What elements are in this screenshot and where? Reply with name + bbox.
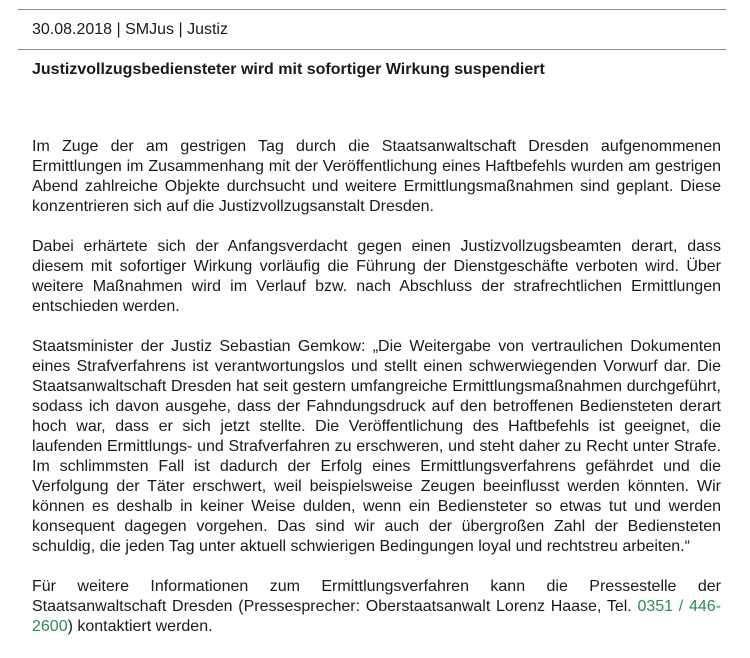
paragraph-2: Dabei erhärtete sich der Anfangsverdacht gegen einen Justizvollzugsbeamten derart, dass diesem mit sofortiger Wirkung vorläufig die Führung der Dienstgeschäfte verboten wird. Über weitere Maßnahmen wird im Verlauf bzw. nach Abschluss der strafrechtlichen Ermittlungen entschieden werden. xyxy=(32,238,721,315)
top-divider xyxy=(18,9,726,10)
source-label: SMJus xyxy=(125,21,175,38)
meta-separator: | xyxy=(174,21,188,38)
contact-paragraph xyxy=(32,577,721,637)
category-label: Justiz xyxy=(187,21,228,38)
article-body xyxy=(32,137,721,637)
phone-link[interactable]: 0351 / 446-2600 xyxy=(32,598,721,635)
meta-separator: | xyxy=(112,21,126,38)
meta-divider xyxy=(18,49,726,50)
article-headline: Justizvollzugsbediensteter wird mit sofortiger Wirkung suspendiert xyxy=(32,61,545,78)
contact-text-before: Für weitere Informationen zum Ermittlungsverfahren kann die Pressestelle der Staatsanwaltschaft Dresden (Pressesprecher: Oberstaatsanwalt Lorenz Haase, Tel. xyxy=(32,578,721,615)
publish-date: 30.08.2018 xyxy=(32,21,113,38)
paragraph-3-quote: Staatsminister der Justiz Sebastian Gemkow: „Die Weitergabe von vertraulichen Dokumenten eines Strafverfahrens ist verantwortungslos und stellt einen schwerwiegenden Vorwurf dar. Die Staatsanwaltschaft Dresden hat seit gestern umfangreiche Ermittlungsmaßnahmen durchgeführt, sodass ich davon ausgehe, dass der Fahndungsdruck auf den betroffenen Bediensteten derart hoch war, dass er sich jetzt stellte. Die Veröffentlichung des Haftbefehls ist geeignet, die laufenden Ermittlungs- und Strafverfahren zu erschweren, und steht daher zu Recht unter Strafe. Im schlimmsten Fall ist dadurch der Erfolg eines Ermittlungsverfahrens gefährdet und die Verfolgung der Täter erschwert, weil beispielsweise Zeugen beeinflusst werden könnten. Wir können es deshalb in keiner Weise dulden, wenn ein Bediensteter so etwas tut und werden konsequent dagegen vorgehen. Das sind wir auch der übergroßen Zahl der Bediensteten schuldig, die jeden Tag unter aktuell schwierigen Bedingungen loyal und rechtstreu arbeiten.“ xyxy=(32,338,721,555)
paragraph-1: Im Zuge der am gestrigen Tag durch die Staatsanwaltschaft Dresden aufgenommenen Ermittlungen im Zusammenhang mit der Veröffentlichung eines Haftbefehls wurden am gestrigen Abend zahlreiche Objekte durchsucht und weitere Ermittlungsmaßnahmen sind geplant. Diese konzentrieren sich auf die Justizvollzugsanstalt Dresden. xyxy=(32,138,721,215)
contact-text-after: ) kontaktiert werden. xyxy=(67,618,213,635)
meta-line xyxy=(32,20,228,40)
